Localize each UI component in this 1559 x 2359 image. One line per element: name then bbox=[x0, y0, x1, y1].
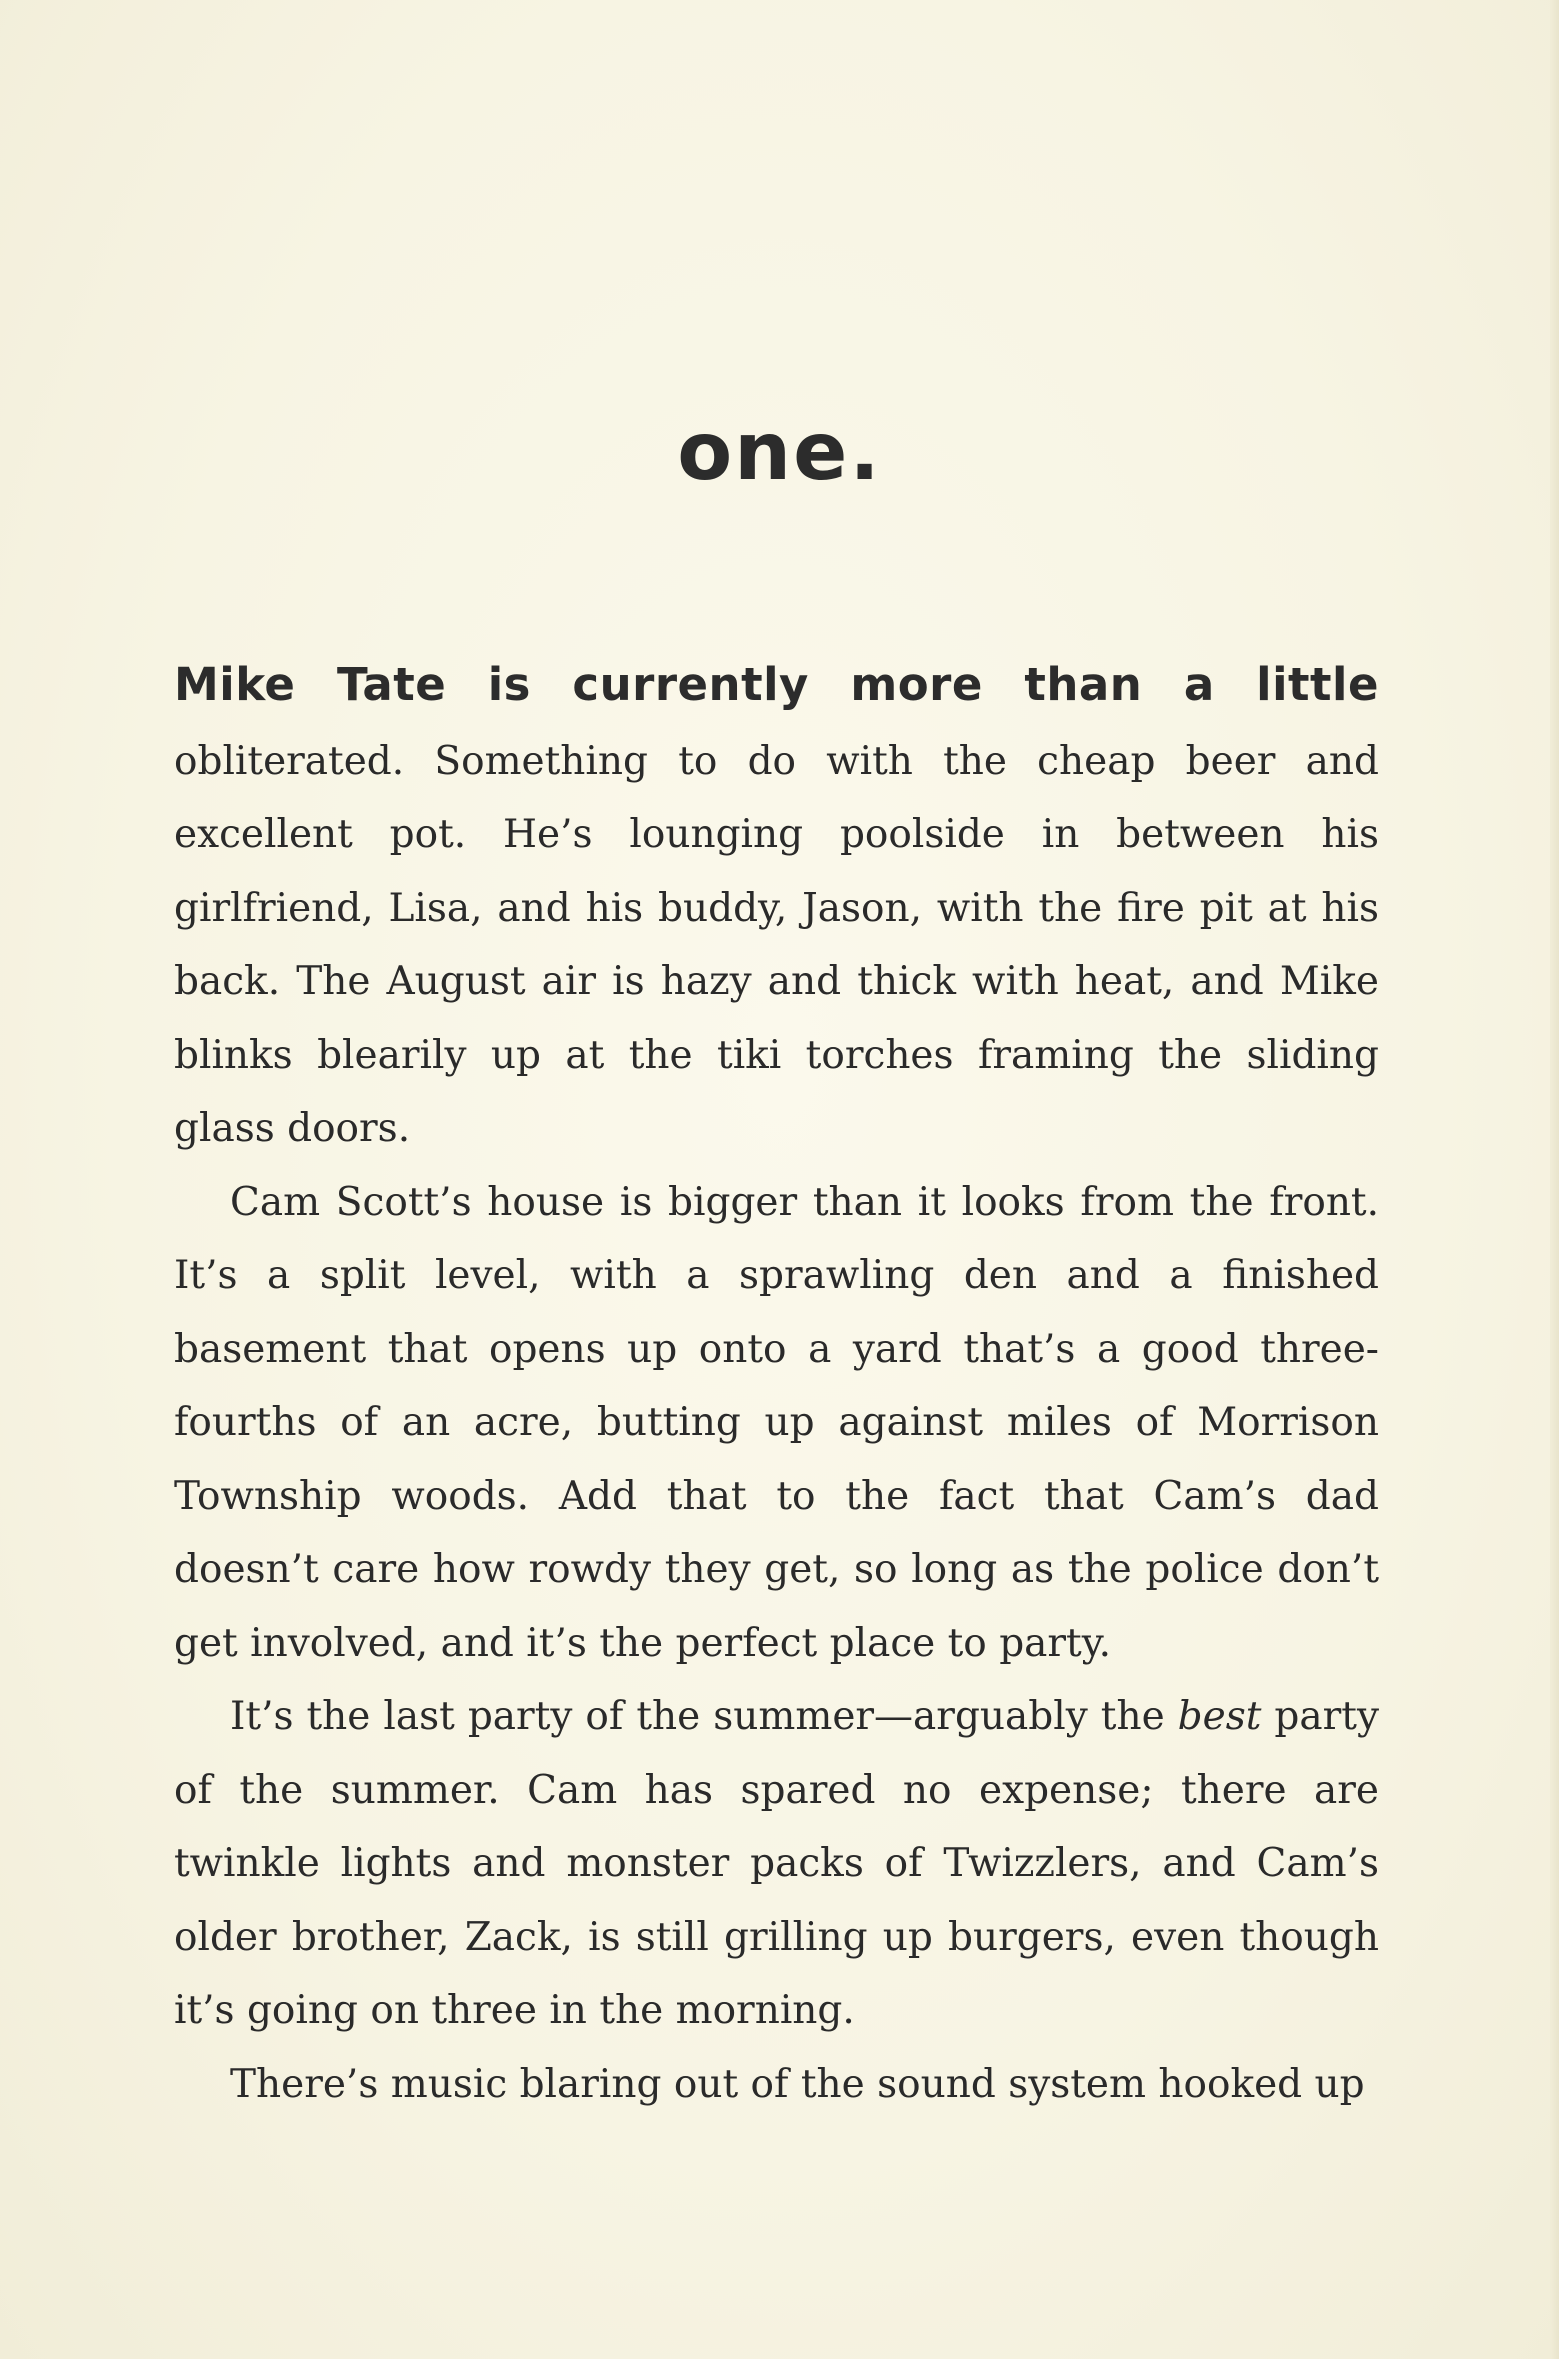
paragraph-2: Cam Scott’s house is bigger than it looks from the front. It’s a split level, with a sprawling den and a finished basement that opens up onto a yard that’s a good three-fourths of an acre, butting up against miles of Morrison Township woods. Add that to the fact that Cam’s dad doesn’t care how rowdy they get, so long as the police don’t get involved, and it’s the perfect place to party. bbox=[174, 1179, 1379, 1666]
paragraph-1-text: obliterated. Something to do with the cheap beer and excellent pot. He’s lounging poolside in between his girlfriend, Lisa, and his buddy, Jason, with the fire pit at his back. The August air is hazy and thick with heat, and Mike blinks blearily up at the tiki torches framing the sliding glass doors. bbox=[174, 738, 1379, 1151]
paragraph-1 bbox=[174, 648, 1379, 1166]
chapter-body bbox=[174, 648, 1379, 2121]
paragraph-3-emphasis: best bbox=[1177, 1694, 1262, 1739]
paragraph-3-text-after: party of the summer. Cam has spared no expense; there are twinkle lights and monster packs of Twizzlers, and Cam’s older brother, Zack, is still grilling up burgers, even though it’s going on three in the morning. bbox=[174, 1694, 1379, 2033]
paragraph-3 bbox=[174, 1680, 1379, 2048]
paragraph-4: There’s music blaring out of the sound system hooked up bbox=[230, 2061, 1365, 2107]
chapter-title: one. bbox=[677, 405, 882, 498]
page-edge-shadow bbox=[1550, 0, 1559, 2359]
opening-lead-in: Mike Tate is currently more than a little bbox=[174, 658, 1379, 711]
paragraph-3-text-before: It’s the last party of the summer—arguably the bbox=[230, 1694, 1178, 1739]
